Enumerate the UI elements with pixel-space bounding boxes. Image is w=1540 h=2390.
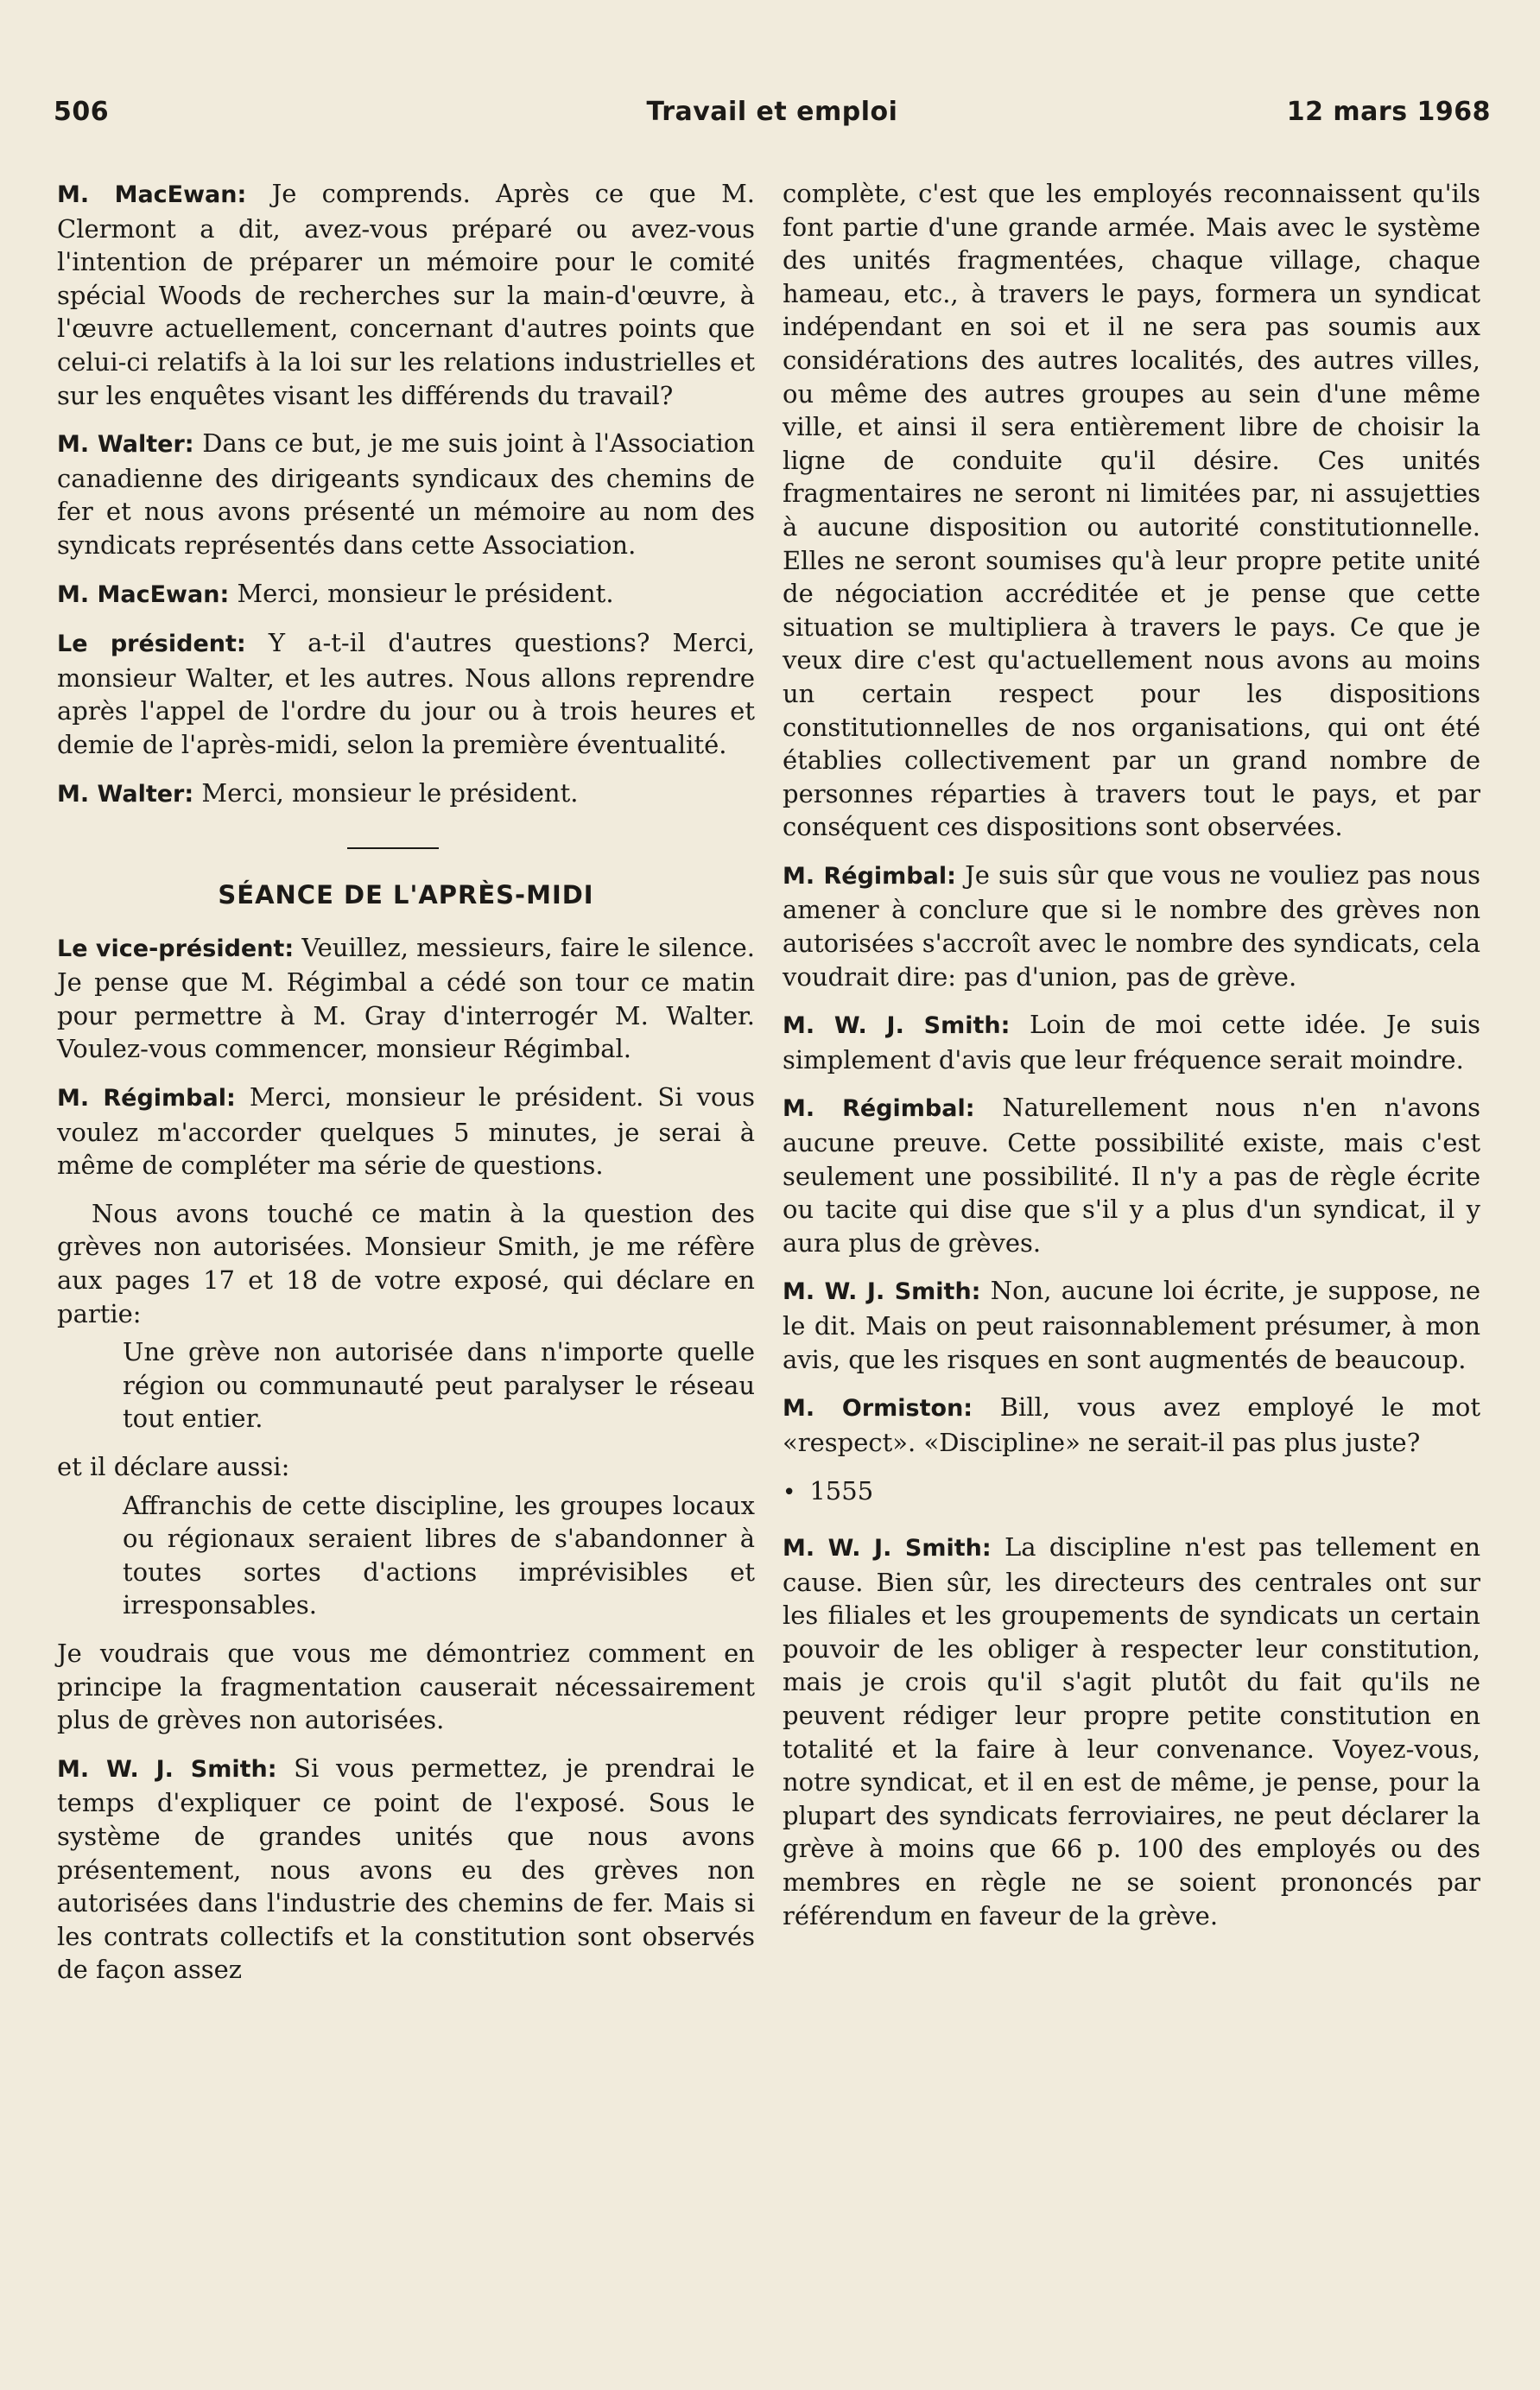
- speaker-label: M. MacEwan:: [57, 580, 230, 608]
- paragraph-ormiston: [783, 1391, 1480, 1459]
- speaker-label: M. Régimbal:: [57, 1085, 236, 1113]
- paragraph-macewan-1: [57, 177, 755, 412]
- paragraph-smith-1: [57, 1752, 755, 1987]
- paragraph-smith-3: [783, 1274, 1480, 1376]
- paragraph-continuation: et il déclare aussi:: [57, 1452, 290, 1481]
- block-quote-2: Affranchis de cette discipline, les groupes locaux ou régionaux seraient libres de s'abandonner à toutes sortes d'actions imprévisibles et irresponsables.: [123, 1490, 755, 1620]
- paragraph-text: Bill, vous avez employé le mot «respect». «Discipline» ne serait-il pas plus juste?: [783, 1392, 1481, 1457]
- speaker-label: M. W. J. Smith:: [783, 1278, 981, 1306]
- speaker-label: M. W. J. Smith:: [57, 1755, 277, 1783]
- paragraph-text: La discipline n'est pas tellement en cause. Bien sûr, les directeurs des centrales ont sur les filiales et les groupements de syndicats un certain pouvoir de les obliger à respecter leur constitution, mais je crois qu'il s'agit plutôt du fait qu'ils ne peuvent rédiger leur propre petite constitution en totalité et la faire à leur convenance. Voyez-vous, notre syndicat, et il en est de même, je pense, pour la plupart des syndicats ferroviaires, ne peut déclarer la grève à moins que 66 p. 100 des employés ou des membres en règle ne se soient prononcés par référendum en faveur de la grève.: [783, 1531, 1480, 1930]
- page-header: [54, 97, 1491, 140]
- paragraph-smith-4: [783, 1531, 1480, 1932]
- paragraph-smith-2: [783, 1008, 1480, 1076]
- speaker-label: M. W. J. Smith:: [783, 1534, 992, 1562]
- speaker-label: Le vice-président:: [57, 935, 295, 962]
- paragraph-question: Je voudrais que vous me démontriez comment en principe la fragmentation causerait nécessairement plus de grèves non autorisées.: [57, 1638, 755, 1735]
- paragraph-vice-president: [57, 931, 755, 1066]
- section-divider: [347, 847, 439, 849]
- paragraph-text: Non, aucune loi écrite, je suppose, ne le dit. Mais on peut raisonnablement présumer, à mon avis, que les risques en sont augmentés de beaucoup.: [783, 1276, 1480, 1374]
- time-marker-number: 1555: [809, 1476, 874, 1506]
- paragraph-text: Veuillez, messieurs, faire le silence. Je pense que M. Régimbal a cédé son tour ce matin pour permettre à M. Gray d'interrogér M. Walter. Voulez-vous commencer, monsieur Régimbal.: [57, 932, 755, 1064]
- paragraph-text: Y a-t-il d'autres questions? Merci, monsieur Walter, et les autres. Nous allons reprendre après l'appel de l'ordre du jour ou à trois heures et demie de l'après-midi, selon la première éventualité.: [57, 628, 755, 759]
- paragraph-text: Merci, monsieur le président.: [237, 578, 614, 608]
- right-column: [783, 177, 1480, 1932]
- speaker-label: M. MacEwan:: [57, 181, 247, 208]
- paragraph-text: Naturellement nous n'en n'avons aucune preuve. Cette possibilité existe, mais c'est seulement une possibilité. Il n'y a pas de règle écrite ou tacite qui dise que s'il y a plus d'un syndicat, il y aura plus de grèves.: [783, 1093, 1481, 1258]
- paragraph-text: Merci, monsieur le président. Si vous voulez m'accorder quelques 5 minutes, je serai à même de compléter ma série de questions.: [57, 1082, 756, 1181]
- speaker-label: M. Régimbal:: [783, 862, 956, 890]
- speaker-label: M. W. J. Smith:: [783, 1012, 1011, 1040]
- header-date: 12 mars 1968: [1286, 97, 1491, 127]
- paragraph-regimbal-1: [57, 1081, 755, 1182]
- paragraph-walter-2: [57, 777, 755, 812]
- paragraph-text: Je suis sûr que vous ne vouliez pas nous amener à conclure que si le nombre des grèves non autorisées s'accroît avec le nombre des syndicats, cela voudrait dire: pas d'union, pas de grève.: [783, 859, 1481, 992]
- paragraph-smith-1-continued: complète, c'est que les employés reconnaissent qu'ils font partie d'une grande armée. Mais avec le système des unités fragmentées, chaque village, chaque hameau, etc., à travers le pays, formera un syndicat indépendant en soi et il ne sera pas soumis aux considérations des autres localités, des autres villes, ou même des autres groupes au sein d'une même ville, et ainsi il sera entièrement libre de choisir la ligne de conduite qu'il désire. Ces unités fragmentaires ne seront ni limitées par, ni assujetties à aucune disposition ou autorité constitutionnelle. Elles ne seront soumises qu'à leur propre petite unité de négociation accréditée et je pense que cette situation se multipliera à travers le pays. Ce que je veux dire c'est qu'actuellement nous avons au moins un certain respect pour les dispositions constitutionnelles de nos organisations, qui ont été établies collectivement par un grand nombre de personnes réparties à travers tout le pays, et par conséquent ces dispositions sont observées.: [783, 179, 1480, 842]
- speaker-label: M. Walter:: [57, 431, 194, 459]
- speaker-label: M. Régimbal:: [783, 1095, 975, 1123]
- paragraph-macewan-2: [57, 577, 755, 612]
- section-title: SÉANCE DE L'APRÈS-MIDI: [218, 880, 594, 910]
- paragraph-text: Je comprends. Après ce que M. Clermont a dit, avez-vous préparé ou avez-vous l'intention de préparer un mémoire pour le comité spécial Woods de recherches sur la main-d'œuvre, à l'œuvre actuellement, concernant d'autres points que celui-ci relatifs à la loi sur les relations industrielles et sur les enquêtes visant les différends du travail?: [57, 179, 756, 410]
- paragraph-text: Loin de moi cette idée. Je suis simplement d'avis que leur fréquence serait moindre.: [783, 1010, 1481, 1075]
- page-number: 506: [54, 97, 110, 127]
- paragraph-president: [57, 626, 755, 761]
- time-marker: [783, 1474, 1480, 1510]
- paragraph-regimbal-4: [783, 1091, 1480, 1259]
- bullet-icon: •: [783, 1480, 796, 1506]
- paragraph-text: Dans ce but, je me suis joint à l'Association canadienne des dirigeants syndicaux des chemins de fer et nous avons présenté un mémoire au nom des syndicats représentés dans cette Association.: [57, 428, 756, 560]
- speaker-label: M. Ormiston:: [783, 1395, 973, 1423]
- paragraph-text: Si vous permettez, je prendrai le temps d'expliquer ce point de l'exposé. Sous le système de grandes unités que nous avons présentement, nous avons eu des grèves non autorisées dans l'industrie des chemins de fer. Mais si les contrats collectifs et la constitution sont observés de façon assez: [57, 1753, 756, 1985]
- speaker-label: Le président:: [57, 631, 246, 658]
- block-quote-1: Une grève non autorisée dans n'importe quelle région ou communauté peut paralyser le réseau tout entier.: [123, 1337, 755, 1434]
- left-column: [57, 177, 755, 1987]
- speaker-label: M. Walter:: [57, 780, 194, 808]
- paragraph-text: Merci, monsieur le président.: [201, 777, 579, 808]
- running-title: Travail et emploi: [646, 97, 898, 127]
- paragraph-regimbal-3: [783, 859, 1480, 993]
- paragraph-walter-1: [57, 427, 755, 561]
- paragraph-regimbal-2: Nous avons touché ce matin à la question des grèves non autorisées. Monsieur Smith, je me réfère aux pages 17 et 18 de votre exposé, qui déclare en partie:: [57, 1198, 755, 1328]
